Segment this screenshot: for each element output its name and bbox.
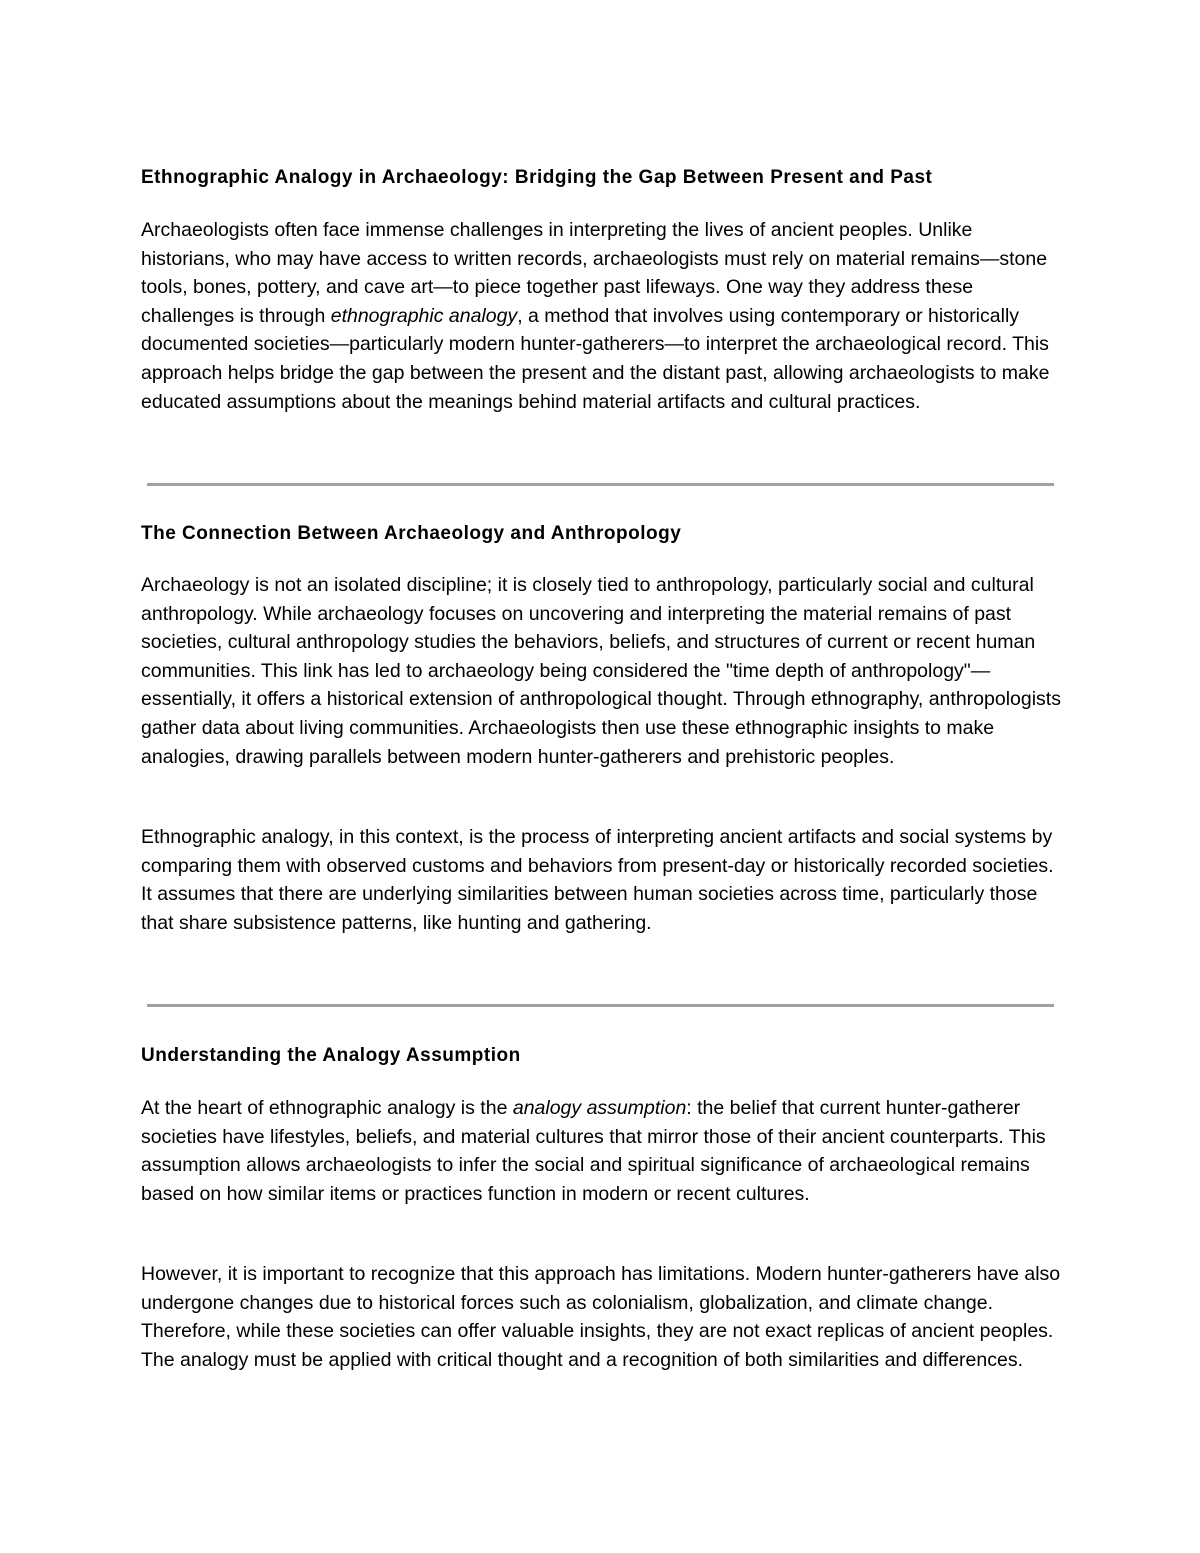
section-heading-archaeology-anthropology: The Connection Between Archaeology and Anthropology	[141, 523, 682, 544]
section-heading-ethnographic-analogy: Ethnographic Analogy in Archaeology: Bridging the Gap Between Present and Past	[141, 167, 933, 188]
intro-paragraph-text-end: , a method that involves using contemporary or historically documented societies—particularly modern hunter-gatherers—to interpret the archaeological record. This approach helps bridge the gap between the present and the distant past, allowing archaeologists to make educated assumptions about the meanings behind material artifacts and cultural practices.	[141, 304, 1050, 413]
analogy-assumption-text-start: At the heart of ethnographic analogy is the	[141, 1097, 513, 1119]
analogy-assumption-emphasis: analogy assumption	[512, 1097, 687, 1119]
section-heading-analogy-assumption: Understanding the Analogy Assumption	[141, 1045, 521, 1066]
limitations-paragraph: However, it is important to recognize that this approach has limitations. Modern hunter-gatherers have also undergone changes due to historical forces such as colonialism, globalization, and climate change. Therefore, while these societies can offer valuable insights, they are not exact replicas of ancient peoples. The analogy must be applied with critical thought and a recognition of both similarities and differences.	[141, 1263, 1061, 1371]
intro-paragraph-text-start: Archaeologists often face immense challenges in interpreting the lives of ancient peoples. Unlike historians, who may have access to written records, archaeologists must rely on material remains—stone tools, bones, pottery, and cave art—to piece together past lifeways. One way they address these challenges is through	[141, 219, 1048, 327]
section-divider-2	[147, 1004, 1054, 1007]
analogy-assumption-text-end: : the belief that current hunter-gatherer societies have lifestyles, beliefs, and material cultures that mirror those of their ancient counterparts. This assumption allows archaeologists to infer the social and spiritual significance of archaeological remains based on how similar items or practices function in modern or recent cultures.	[141, 1097, 1046, 1205]
intro-paragraph	[141, 216, 1061, 416]
intro-paragraph-emphasis: ethnographic analogy	[330, 304, 518, 327]
archaeology-anthropology-paragraph: Archaeology is not an isolated discipline; it is closely tied to anthropology, particularly social and cultural anthropology. While archaeology focuses on uncovering and interpreting the material remains of past societies, cultural anthropology studies the behaviors, beliefs, and structures of current or recent human communities. This link has led to archaeology being considered the "time depth of anthropology"—essentially, it offers a historical extension of anthropological thought. Through ethnography, anthropologists gather data about living communities. Archaeologists then use these ethnographic insights to make analogies, drawing parallels between modern hunter-gatherers and prehistoric peoples.	[141, 574, 1061, 768]
analogy-assumption-paragraph	[141, 1094, 1061, 1208]
section-divider-1	[147, 483, 1054, 486]
ethnographic-context-paragraph: Ethnographic analogy, in this context, is the process of interpreting ancient artifacts and social systems by comparing them with observed customs and behaviors from present-day or historically recorded societies. It assumes that there are underlying similarities between human societies across time, particularly those that share subsistence patterns, like hunting and gathering.	[141, 826, 1054, 934]
